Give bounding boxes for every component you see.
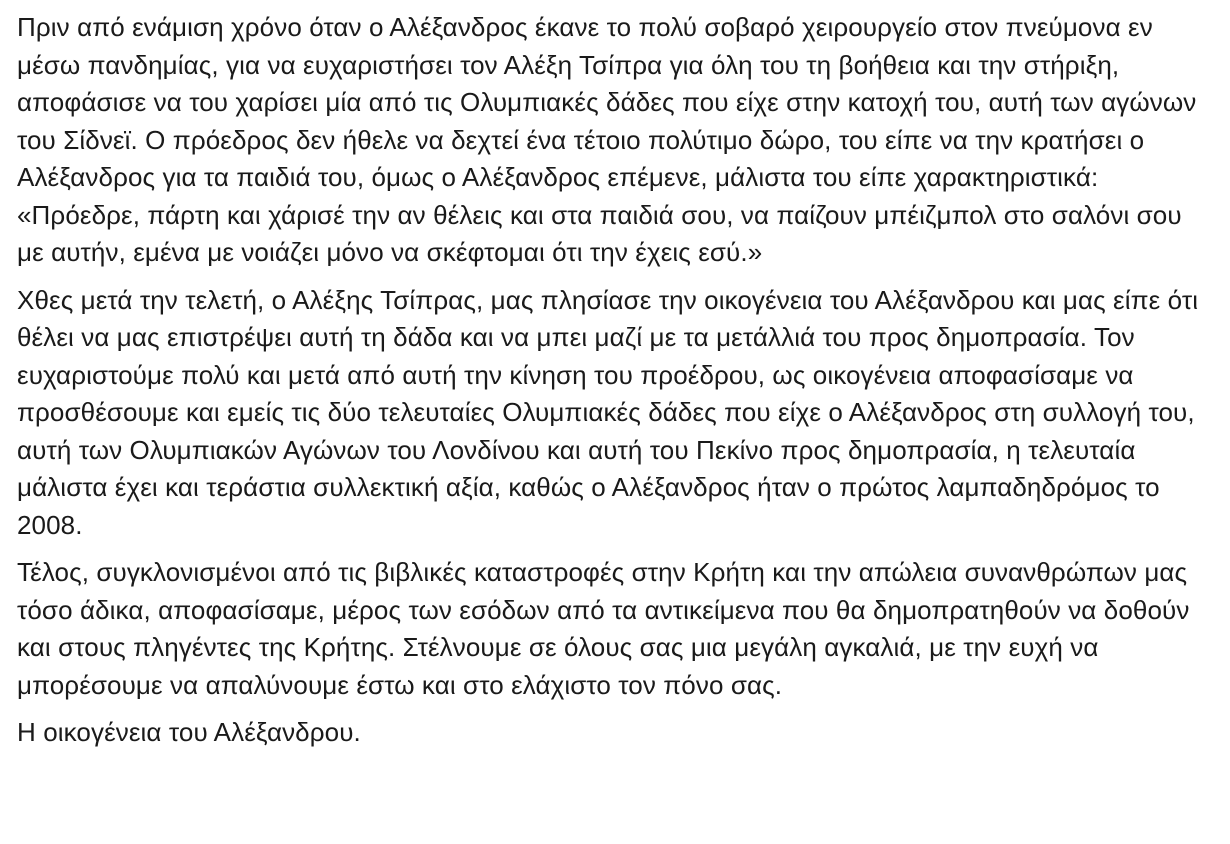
signature-line: Η οικογένεια του Αλέξανδρου. bbox=[17, 717, 361, 747]
paragraph-torch-gift: Πριν από ενάμιση χρόνο όταν ο Αλέξανδρος έκανε το πολύ σοβαρό χειρουργείο στον πνεύμονα εν μέσω πανδημίας, για να ευχαριστήσει τον Αλέξη Τσίπρα για όλη του τη βοήθεια και την στήριξη, αποφάσισε να του χαρίσει μία από τις Ολυμπιακές δάδες που είχε στην κατοχή του, αυτή των αγώνων του Σίδνεϊ. Ο πρόεδρος δεν ήθελε να δεχτεί ένα τέτοιο πολύτιμο δώρο, του είπε να την κρατήσει ο Αλέξανδρος για τα παιδιά του, όμως ο Αλέξανδρος επέμενε, μάλιστα του είπε χαρακτηριστικά: «Πρόεδρε, πάρτη και χάρισέ την αν θέλεις και στα παιδιά σου, να παίζουν μπέιζμπολ στο σαλόνι σου με αυτήν, εμένα με νοιάζει μόνο να σκέφτομαι ότι την έχεις εσύ.» bbox=[17, 12, 1197, 267]
paragraph-auction-announcement: Χθες μετά την τελετή, ο Αλέξης Τσίπρας, μας πλησίασε την οικογένεια του Αλέξανδρου και μας είπε ότι θέλει να μας επιστρέψει αυτή τη δάδα και να μπει μαζί με τα μετάλλιά του προς δημοπρασία. Τον ευχαριστούμε πολύ και μετά από αυτή την κίνηση του προέδρου, ως οικογένεια αποφασίσαμε να προσθέσουμε και εμείς τις δύο τελευταίες Ολυμπιακές δάδες που είχε ο Αλέξανδρος στη συλλογή του, αυτή των Ολυμπιακών Αγώνων του Λονδίνου και αυτή του Πεκίνο προς δημοπρασία, η τελευταία μάλιστα έχει και τεράστια συλλεκτική αξία, καθώς ο Αλέξανδρος ήταν ο πρώτος λαμπαδηδρόμος το 2008. bbox=[17, 284, 1199, 540]
paragraph-crete-donation: Τέλος, συγκλονισμένοι από τις βιβλικές καταστροφές στην Κρήτη και την απώλεια συνανθρώπων μας τόσο άδικα, αποφασίσαμε, μέρος των εσόδων από τα αντικείμενα που θα δημοπρατηθούν να δοθούν και στους πληγέντες της Κρήτης. Στέλνουμε σε όλους σας μια μεγάλη αγκαλιά, με την ευχή να μπορέσουμε να απαλύνουμε έστω και στο ελάχιστο τον πόνο σας. bbox=[17, 557, 1190, 700]
